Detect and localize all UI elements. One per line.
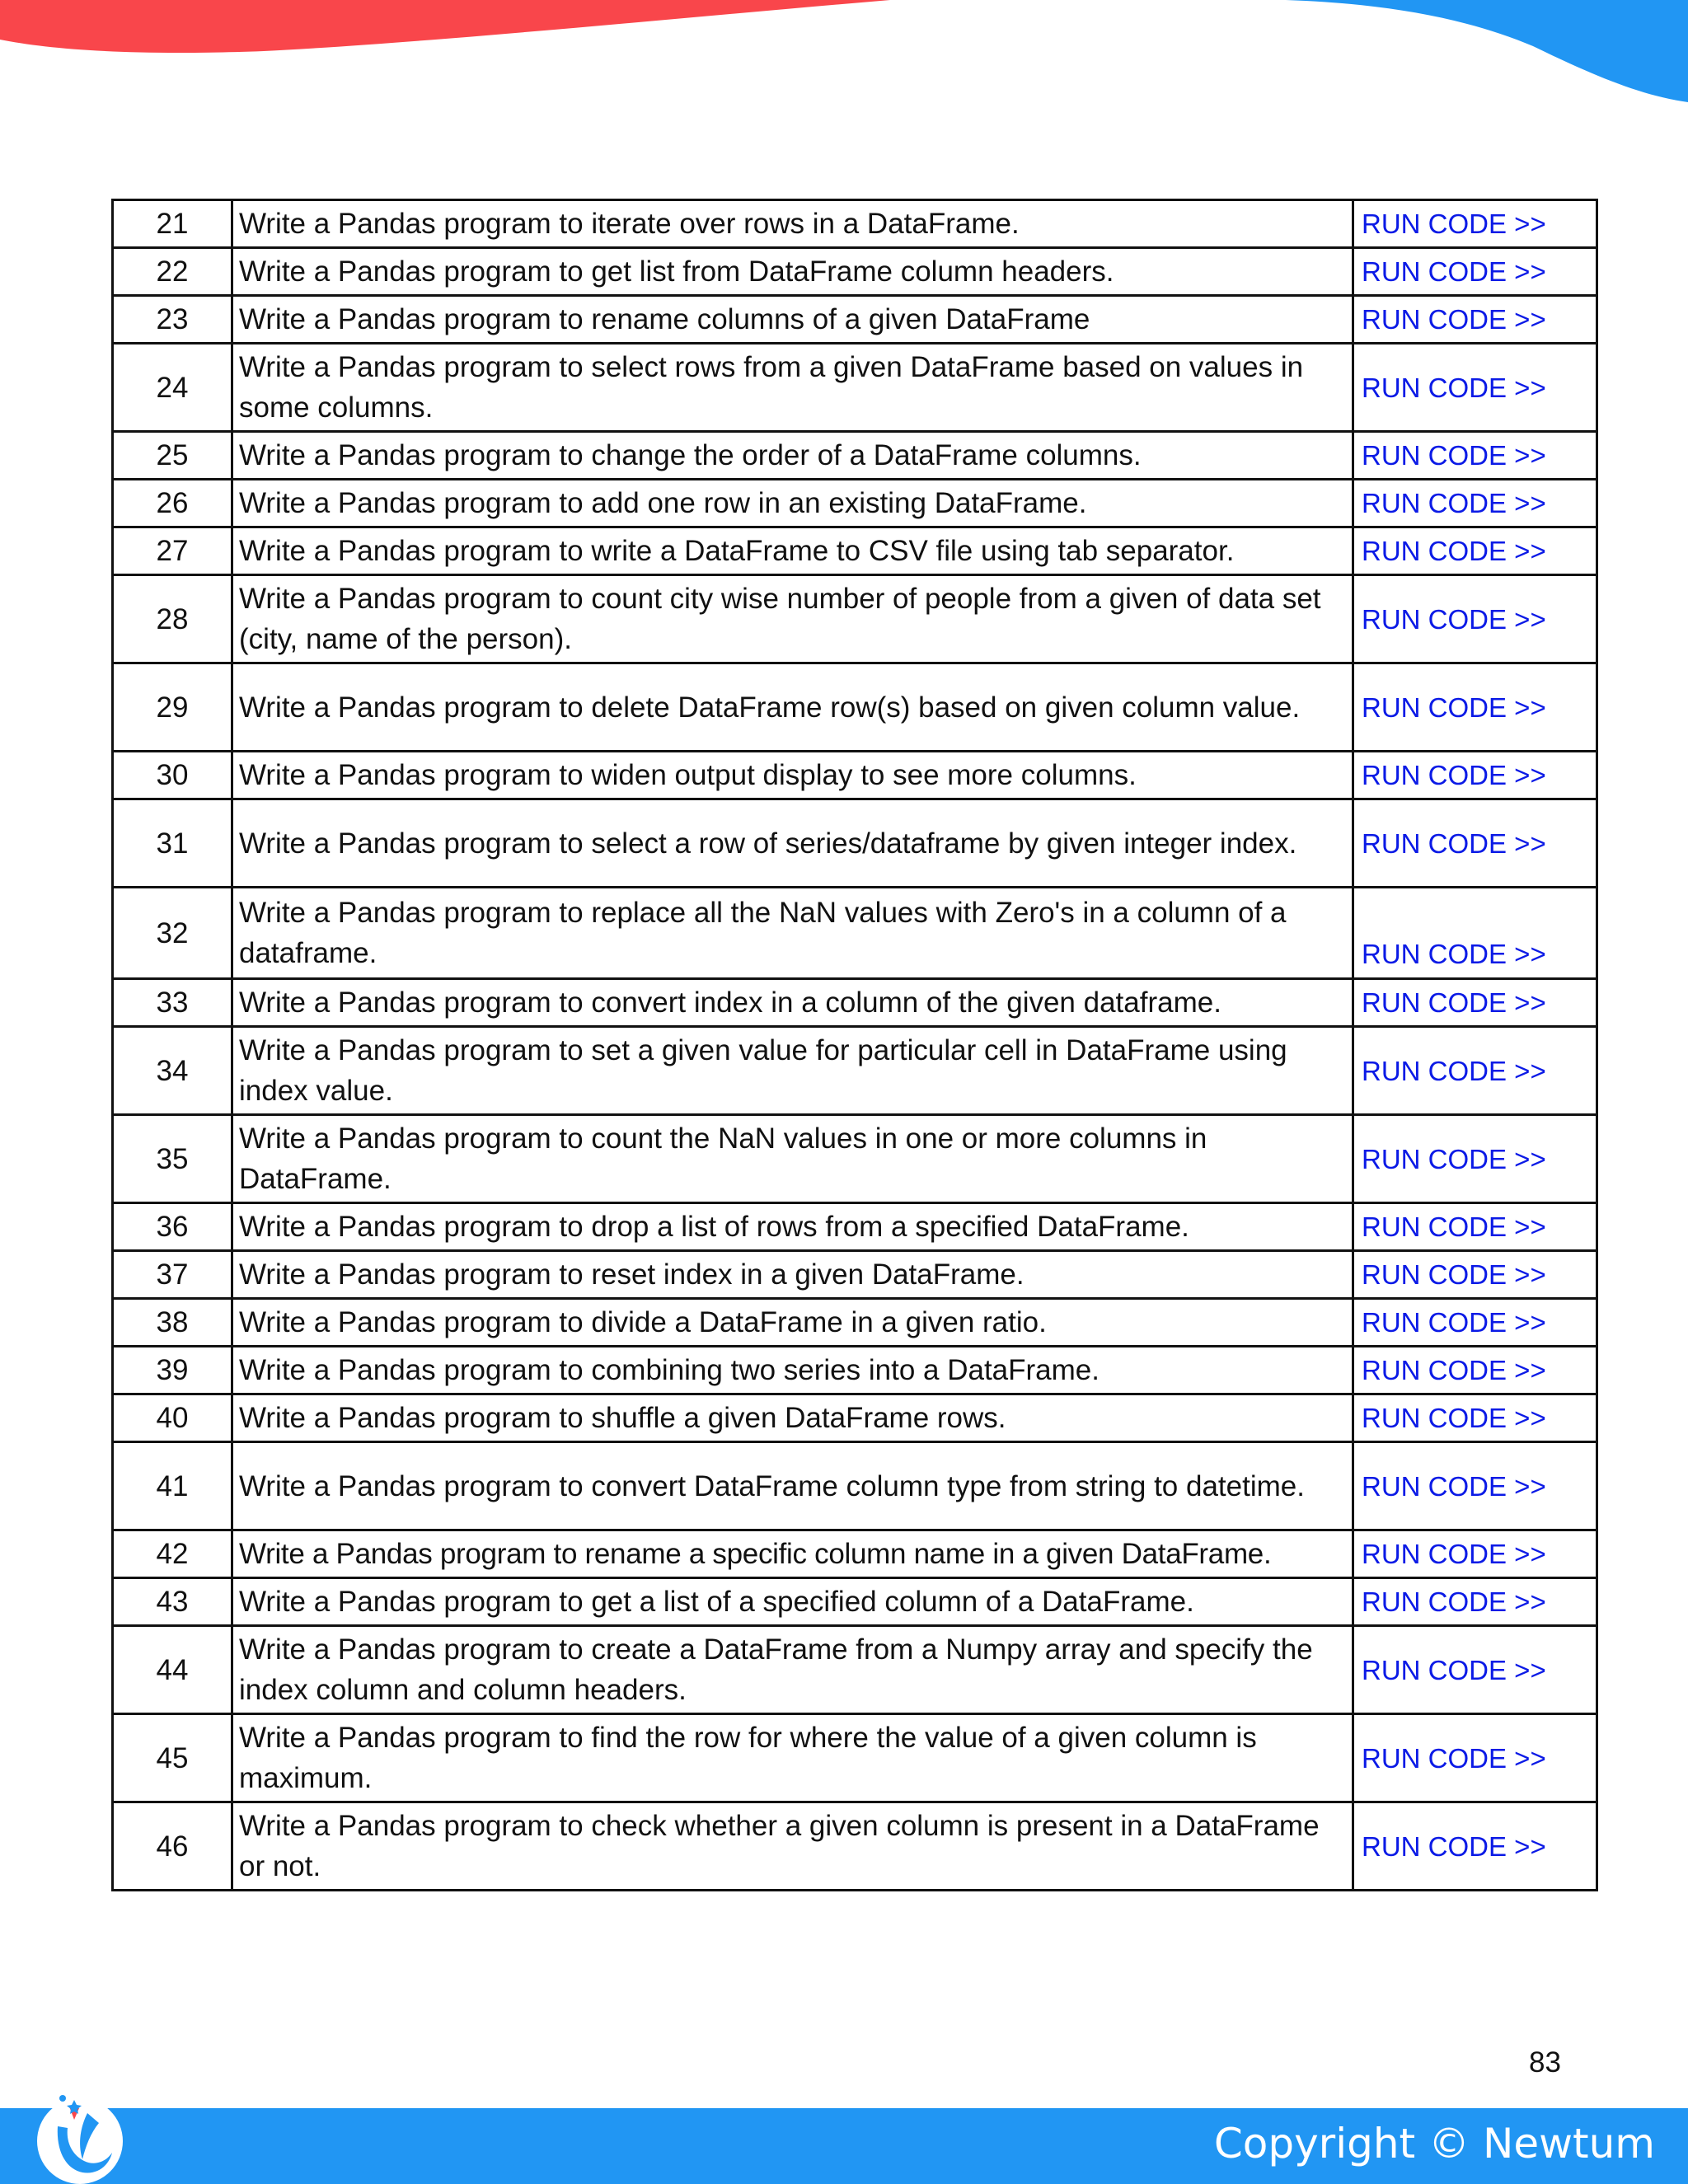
exercise-number: 24 [113,344,232,432]
exercise-question: Write a Pandas program to iterate over rows in a DataFrame. [232,200,1353,248]
table-row [113,1115,1597,1203]
table-row [113,799,1597,888]
run-code-link[interactable]: RUN CODE >> [1353,752,1597,799]
exercise-number: 46 [113,1802,232,1891]
exercise-question: Write a Pandas program to add one row in an existing DataFrame. [232,480,1353,527]
header-wave-decoration [0,0,1688,115]
run-code-link[interactable]: RUN CODE >> [1353,1115,1597,1203]
run-code-link[interactable]: RUN CODE >> [1353,1530,1597,1578]
exercise-question: Write a Pandas program to select a row of series/dataframe by given integer index. [232,799,1353,888]
exercise-question: Write a Pandas program to count the NaN values in one or more columns in DataFrame. [232,1115,1353,1203]
exercise-number: 40 [113,1394,232,1442]
exercise-number: 35 [113,1115,232,1203]
table-row [113,1578,1597,1626]
exercise-question: Write a Pandas program to set a given value for particular cell in DataFrame using index value. [232,1027,1353,1115]
exercise-number: 33 [113,979,232,1027]
table-row [113,527,1597,575]
exercise-question: Write a Pandas program to convert DataFrame column type from string to datetime. [232,1442,1353,1530]
table-row [113,1442,1597,1530]
exercise-number: 41 [113,1442,232,1530]
run-code-link[interactable]: RUN CODE >> [1353,575,1597,663]
run-code-link[interactable]: RUN CODE >> [1353,888,1597,979]
exercise-question: Write a Pandas program to rename a specific column name in a given DataFrame. [232,1530,1353,1578]
run-code-link[interactable]: RUN CODE >> [1353,1347,1597,1394]
table-row [113,1203,1597,1251]
exercise-number: 44 [113,1626,232,1714]
table-row [113,296,1597,344]
exercise-number: 34 [113,1027,232,1115]
table-row [113,1251,1597,1299]
table-row [113,1394,1597,1442]
exercise-number: 42 [113,1530,232,1578]
exercise-number: 29 [113,663,232,752]
exercise-question: Write a Pandas program to check whether a given column is present in a DataFrame or not. [232,1802,1353,1891]
run-code-link[interactable]: RUN CODE >> [1353,344,1597,432]
run-code-link[interactable]: RUN CODE >> [1353,979,1597,1027]
table-row [113,1802,1597,1891]
table-row [113,752,1597,799]
exercise-number: 25 [113,432,232,480]
table-row [113,248,1597,296]
exercise-question: Write a Pandas program to combining two series into a DataFrame. [232,1347,1353,1394]
exercise-number: 32 [113,888,232,979]
run-code-link[interactable]: RUN CODE >> [1353,1442,1597,1530]
exercise-number: 22 [113,248,232,296]
run-code-link[interactable]: RUN CODE >> [1353,1299,1597,1347]
exercise-number: 39 [113,1347,232,1394]
run-code-link[interactable]: RUN CODE >> [1353,527,1597,575]
run-code-link[interactable]: RUN CODE >> [1353,799,1597,888]
table-row [113,979,1597,1027]
run-code-link[interactable]: RUN CODE >> [1353,296,1597,344]
exercise-number: 26 [113,480,232,527]
table-row [113,344,1597,432]
exercise-question: Write a Pandas program to divide a DataFrame in a given ratio. [232,1299,1353,1347]
table-row [113,1299,1597,1347]
run-code-link[interactable]: RUN CODE >> [1353,1802,1597,1891]
exercise-number: 36 [113,1203,232,1251]
copyright-text: Copyright © Newtum [1213,2120,1655,2168]
table-row [113,432,1597,480]
table-row [113,200,1597,248]
run-code-link[interactable]: RUN CODE >> [1353,1578,1597,1626]
exercise-question: Write a Pandas program to convert index in a column of the given dataframe. [232,979,1353,1027]
run-code-link[interactable]: RUN CODE >> [1353,480,1597,527]
exercise-question: Write a Pandas program to delete DataFrame row(s) based on given column value. [232,663,1353,752]
run-code-link[interactable]: RUN CODE >> [1353,1394,1597,1442]
exercise-number: 45 [113,1714,232,1802]
exercise-question: Write a Pandas program to get list from DataFrame column headers. [232,248,1353,296]
exercise-number: 37 [113,1251,232,1299]
exercise-number: 38 [113,1299,232,1347]
run-code-link[interactable]: RUN CODE >> [1353,432,1597,480]
exercise-question: Write a Pandas program to replace all the NaN values with Zero's in a column of a dataframe. [232,888,1353,979]
exercise-number: 28 [113,575,232,663]
exercise-number: 43 [113,1578,232,1626]
exercise-table [111,199,1598,1891]
exercise-question: Write a Pandas program to find the row for where the value of a given column is maximum. [232,1714,1353,1802]
exercise-number: 23 [113,296,232,344]
exercise-question: Write a Pandas program to drop a list of rows from a specified DataFrame. [232,1203,1353,1251]
page-number: 83 [1529,2046,1561,2079]
exercise-question: Write a Pandas program to widen output display to see more columns. [232,752,1353,799]
exercise-question: Write a Pandas program to change the order of a DataFrame columns. [232,432,1353,480]
exercise-question: Write a Pandas program to select rows from a given DataFrame based on values in some columns. [232,344,1353,432]
exercise-question: Write a Pandas program to reset index in a given DataFrame. [232,1251,1353,1299]
exercise-number: 21 [113,200,232,248]
table-row [113,1626,1597,1714]
exercise-question: Write a Pandas program to get a list of a specified column of a DataFrame. [232,1578,1353,1626]
exercise-number: 30 [113,752,232,799]
exercise-question: Write a Pandas program to shuffle a given DataFrame rows. [232,1394,1353,1442]
exercise-question: Write a Pandas program to count city wise number of people from a given of data set (city, name of the person). [232,575,1353,663]
exercise-number: 27 [113,527,232,575]
newtum-logo-icon [33,2077,128,2184]
exercise-question: Write a Pandas program to create a DataFrame from a Numpy array and specify the index column and column headers. [232,1626,1353,1714]
table-row [113,663,1597,752]
table-row [113,575,1597,663]
run-code-link[interactable]: RUN CODE >> [1353,1027,1597,1115]
table-row [113,1027,1597,1115]
run-code-link[interactable]: RUN CODE >> [1353,200,1597,248]
run-code-link[interactable]: RUN CODE >> [1353,663,1597,752]
table-row [113,1530,1597,1578]
run-code-link[interactable]: RUN CODE >> [1353,1251,1597,1299]
table-row [113,1714,1597,1802]
run-code-link[interactable]: RUN CODE >> [1353,1714,1597,1802]
run-code-link[interactable]: RUN CODE >> [1353,248,1597,296]
exercise-question: Write a Pandas program to write a DataFrame to CSV file using tab separator. [232,527,1353,575]
exercise-number: 31 [113,799,232,888]
table-row [113,480,1597,527]
table-row [113,888,1597,979]
run-code-link[interactable]: RUN CODE >> [1353,1203,1597,1251]
table-row [113,1347,1597,1394]
exercise-question: Write a Pandas program to rename columns of a given DataFrame [232,296,1353,344]
run-code-link[interactable]: RUN CODE >> [1353,1626,1597,1714]
